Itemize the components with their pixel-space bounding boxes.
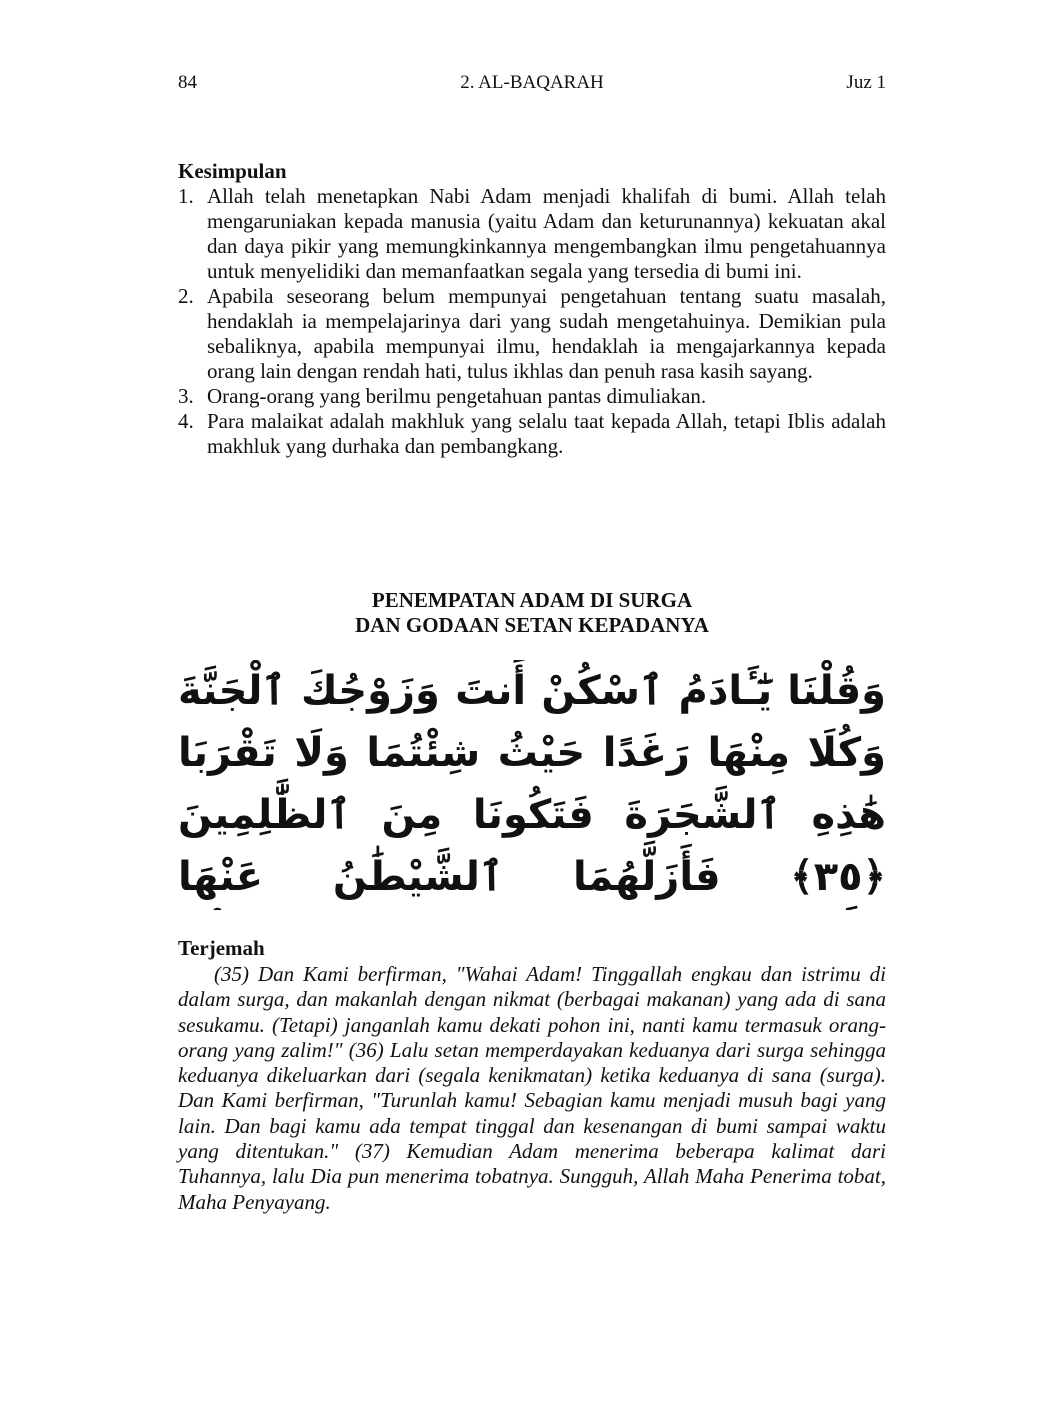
conclusion-list [178,184,886,459]
list-item [178,184,886,284]
list-number: 4. [178,409,194,433]
section-title-line-2: DAN GODAAN SETAN KEPADANYA [355,613,709,637]
conclusion-heading: Kesimpulan [178,159,287,183]
list-number: 2. [178,284,194,308]
list-item [178,384,886,409]
section-title [178,588,886,638]
section-title-line-1: PENEMPATAN ADAM DI SURGA [371,588,693,612]
list-text: Allah telah menetapkan Nabi Adam menjadi khalifah di bumi. Allah telah mengaruniakan kepada manusia (yaitu Adam dan keturunannya) kekuatan akal dan daya pikir yang memungkinkannya mengembangkan ilmu pengetahuannya untuk menyelidiki dan memanfaatkan segala yang tersedia di bumi ini. [207,184,886,283]
list-text: Para malaikat adalah makhluk yang selalu taat kepada Allah, tetapi Iblis adalah makhluk yang durhaka dan pembangkang. [207,409,886,458]
translation-heading: Terjemah [178,936,265,960]
list-item [178,284,886,384]
running-header [178,72,886,98]
list-item [178,409,886,459]
list-text: Orang-orang yang berilmu pengetahuan pantas dimuliakan. [207,384,707,408]
page-number: 84 [178,72,197,93]
chapter-title: 2. AL-BAQARAH [460,72,604,93]
list-number: 3. [178,384,194,408]
list-text: Apabila seseorang belum mempunyai pengetahuan tentang suatu masalah, hendaklah ia mempelajarinya dari yang sudah mengetahuinya. Demikian pula sebaliknya, apabila mempunyai ilmu, hendaklah ia mengajarkannya kepada orang lain dengan rendah hati, tulus ikhlas dan penuh rasa kasih sayang. [207,284,886,383]
list-number: 1. [178,184,194,208]
arabic-verses: وَقُلْنَا يَٰٓـَٔادَمُ ٱسْكُنْ أَنتَ وَزَوْجُكَ ٱلْجَنَّةَ وَكُلَا مِنْهَا رَغَدًا حَيْثُ شِئْتُمَا وَلَا تَقْرَبَا هَٰذِهِ ٱلشَّجَرَةَ فَتَكُونَا مِنَ ٱلظَّٰلِمِينَ ﴿٣٥﴾ فَأَزَلَّهُمَا ٱلشَّيْطَٰنُ عَنْهَا [178,668,886,900]
translation-text: (35) Dan Kami berfirman, "Wahai Adam! Tinggallah engkau dan istrimu di dalam surga, dan makanlah dengan nikmat (berbagai makanan) yang ada di sana sesukamu. (Tetapi) janganlah kamu dekati pohon ini, nanti kamu termasuk orang-orang yang zalim!" (36) Lalu setan memperdayakan keduanya dari surga sehingga keduanya dikeluarkan dari (segala kenikmatan) ketika keduanya di sana (surga). Dan Kami berfirman, "Turunlah kamu! Sebagian kamu menjadi musuh bagi yang lain. Dan bagi kamu ada tempat tinggal dan kesenangan di bumi sampai waktu yang ditentukan." (37) Kemudian Adam menerima beberapa kalimat dari Tuhannya, lalu Dia pun menerima tobatnya. Sungguh, Allah Maha Penerima tobat, Maha Penyayang. [178,962,886,1214]
juz-label: Juz 1 [846,72,886,93]
